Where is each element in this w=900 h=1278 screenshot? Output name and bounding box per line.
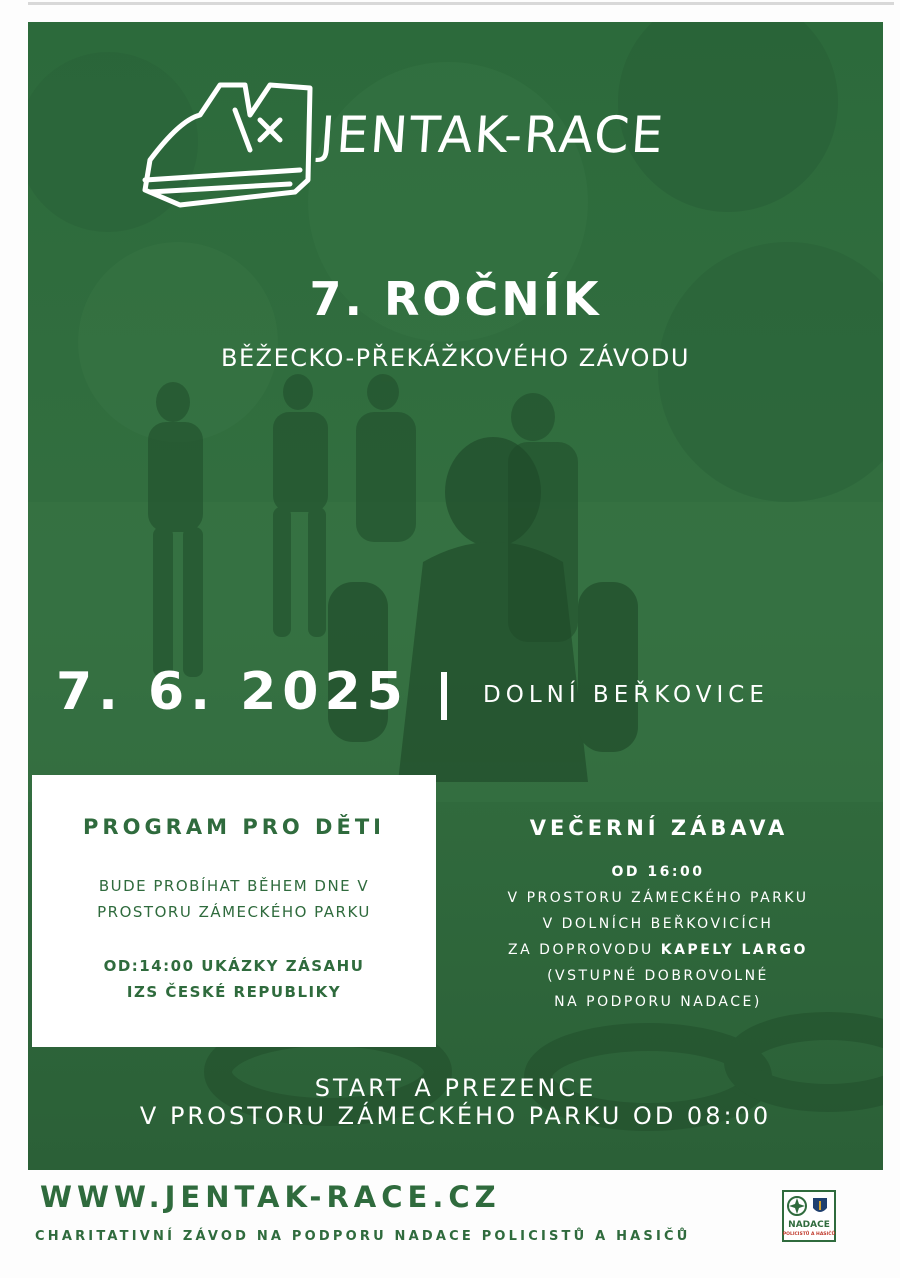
kids-program-line: BUDE PROBÍHAT BĚHEM DNE V	[98, 877, 370, 895]
kids-demo-line: IZS ČESKÉ REPUBLIKY	[126, 983, 342, 1001]
evening-title: VEČERNÍ ZÁBAVA	[529, 816, 789, 840]
event-location: DOLNÍ BEŘKOVICE	[483, 682, 769, 708]
start-location-line: V PROSTORU ZÁMECKÉHO PARKU OD 08:00	[139, 1102, 772, 1130]
foundation-logo-label: NADACE	[788, 1220, 830, 1230]
evening-line: V DOLNÍCH BEŘKOVICÍCH	[542, 916, 774, 932]
charity-note: CHARITATIVNÍ ZÁVOD NA PODPORU NADACE POLICISTŮ A HASIČŮ	[35, 1229, 691, 1244]
kids-demo-line: OD:14:00 UKÁZKY ZÁSAHU	[103, 957, 365, 975]
foundation-logo-sub: POLICISTŮ A HASIČŮ	[782, 1232, 836, 1237]
date-divider	[441, 672, 447, 720]
race-subtitle: BĚŽECKO-PŘEKÁŽKOVÉHO ZÁVODU	[221, 344, 690, 372]
event-date: 7. 6. 2025	[56, 662, 409, 722]
website-url[interactable]: WWW.JENTAK-RACE.CZ	[40, 1180, 501, 1214]
evening-line: V PROSTORU ZÁMECKÉHO PARKU	[507, 890, 809, 906]
kids-program-line: PROSTORU ZÁMECKÉHO PARKU	[97, 903, 371, 921]
start-line: START A PREZENCE	[314, 1074, 597, 1102]
logo-text: JENTAK-RACE	[317, 106, 667, 164]
evening-line: (VSTUPNÉ DOBROVOLNÉ	[547, 968, 769, 984]
edition-title: 7. ROČNÍK	[309, 272, 602, 326]
scan-edge	[28, 2, 894, 5]
kids-program-title: PROGRAM PRO DĚTI	[83, 815, 385, 839]
foundation-logo-icon	[782, 1190, 836, 1242]
evening-band-line	[473, 942, 843, 958]
poster	[28, 22, 883, 1170]
evening-line: NA PODPORU NADACE)	[554, 994, 762, 1010]
evening-band-prefix: ZA DOPROVODU	[508, 942, 661, 958]
band-name: KAPELY LARGO	[660, 942, 808, 958]
kids-program-box	[32, 775, 436, 1047]
evening-time: OD 16:00	[611, 864, 705, 880]
